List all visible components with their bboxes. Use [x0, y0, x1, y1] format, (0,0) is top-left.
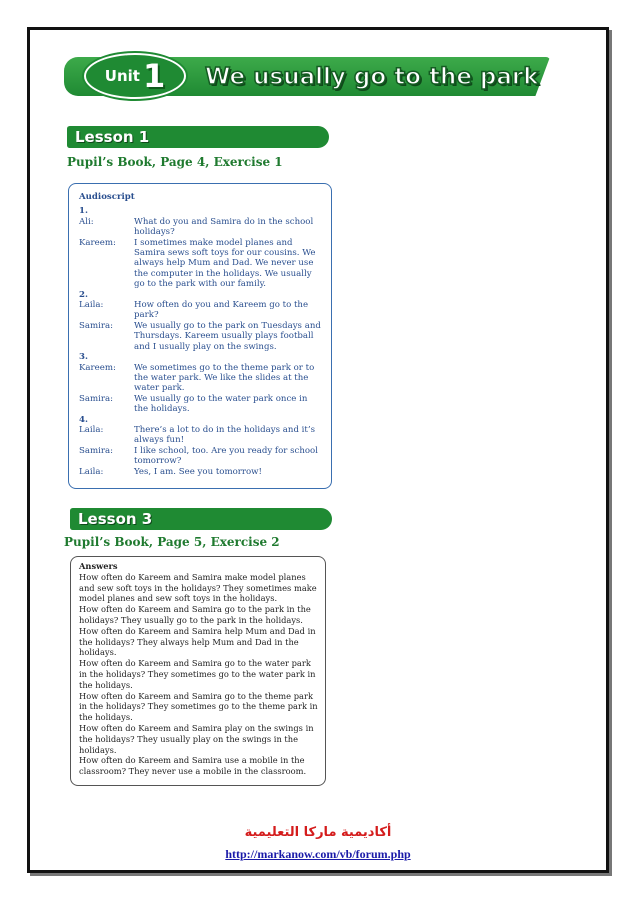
- audioscript-item-number: 1.: [79, 206, 88, 217]
- audioscript-heading: Audioscript: [79, 192, 135, 202]
- unit-label: Unit: [104, 67, 140, 85]
- lesson-3-heading: Lesson 3: [70, 508, 332, 530]
- speech-text: We usually go to the water park once in the holidays.: [134, 393, 308, 415]
- speaker-name: Samira:: [79, 393, 114, 404]
- dialogue-line: [79, 425, 323, 446]
- footer-academy-name: أكاديمية ماركا التعليمية: [244, 825, 392, 840]
- audioscript-item-number: 2.: [79, 289, 88, 300]
- answer-item: How often do Kareem and Samira make model planes and sew soft toys in the holidays? They sometimes make model planes and sew soft toys in the holidays.: [79, 571, 317, 604]
- unit-title: We usually go to the park: [205, 64, 539, 90]
- dialogue-line: [79, 446, 323, 467]
- answers-heading: Answers: [79, 561, 118, 571]
- lesson-1-exercise-ref: Pupil’s Book, Page 4, Exercise 1: [67, 155, 283, 169]
- speech-text: We sometimes go to the theme park or to the water park. We like the slides at the water park.: [134, 362, 315, 394]
- speech-text: I sometimes make model planes and Samira sews soft toys for our cousins. We always help Mum and Dad. We never use the computer in the holidays. We usually go to the park with our family.: [134, 237, 316, 290]
- footer-forum-link[interactable]: http://markanow.com/vb/forum.php: [225, 847, 411, 861]
- answer-item: How often do Kareem and Samira play on the swings in the holidays? They usually play on the swings in the holidays.: [79, 722, 314, 755]
- dialogue-line: [79, 238, 323, 290]
- answer-item: How often do Kareem and Samira use a mobile in the classroom? They never use a mobile in the classroom.: [79, 755, 307, 777]
- lesson-1-heading: Lesson 1: [67, 126, 329, 148]
- speaker-name: Samira:: [79, 320, 114, 331]
- dialogue-line: [79, 467, 323, 477]
- speaker-name: Kareem:: [79, 362, 116, 373]
- unit-number: 1: [142, 57, 166, 95]
- speech-text: There’s a lot to do in the holidays and it’s always fun!: [134, 424, 316, 446]
- audioscript-item-number: 3.: [79, 352, 88, 363]
- answer-item: How often do Kareem and Samira help Mum and Dad in the holidays? They always help Mum and Dad in the holidays.: [79, 625, 316, 658]
- speech-text: We usually go to the park on Tuesdays and Thursdays. Kareem usually plays football and I usually play on the swings.: [134, 320, 321, 352]
- dialogue-line: [79, 217, 323, 238]
- dialogue-line: [79, 300, 323, 321]
- lesson-3-exercise-ref: Pupil’s Book, Page 5, Exercise 2: [64, 535, 280, 549]
- answers-box: [70, 556, 326, 786]
- speaker-name: Samira:: [79, 445, 114, 456]
- speaker-name: Kareem:: [79, 237, 116, 248]
- answer-item: How often do Kareem and Samira go to the park in the holidays? They usually go to the park in the holidays.: [79, 604, 311, 625]
- dialogue-line: [79, 394, 323, 415]
- answer-item: How often do Kareem and Samira go to the water park in the holidays? They sometimes go to the water park in the holidays.: [79, 658, 316, 690]
- dialogue-line: [79, 321, 323, 352]
- speech-text: How often do you and Kareem go to the park?: [134, 300, 309, 321]
- speech-text: Yes, I am. See you tomorrow!: [134, 466, 262, 477]
- speaker-name: Laila:: [79, 300, 104, 311]
- dialogue-line: [79, 363, 323, 394]
- speech-text: I like school, too. Are you ready for school tomorrow?: [134, 445, 318, 467]
- audioscript-items: [79, 206, 323, 477]
- speech-text: What do you and Samira do in the school holidays?: [134, 216, 314, 238]
- speaker-name: Ali:: [79, 216, 94, 227]
- audioscript-box: [68, 183, 332, 489]
- audioscript-item-number: 4.: [79, 414, 88, 425]
- unit-badge: [84, 53, 186, 99]
- answers-list: [79, 572, 319, 777]
- speaker-name: Laila:: [79, 424, 104, 435]
- speaker-name: Laila:: [79, 466, 104, 477]
- answer-item: How often do Kareem and Samira go to the theme park in the holidays? They sometimes go to the theme park in the holidays.: [79, 690, 318, 723]
